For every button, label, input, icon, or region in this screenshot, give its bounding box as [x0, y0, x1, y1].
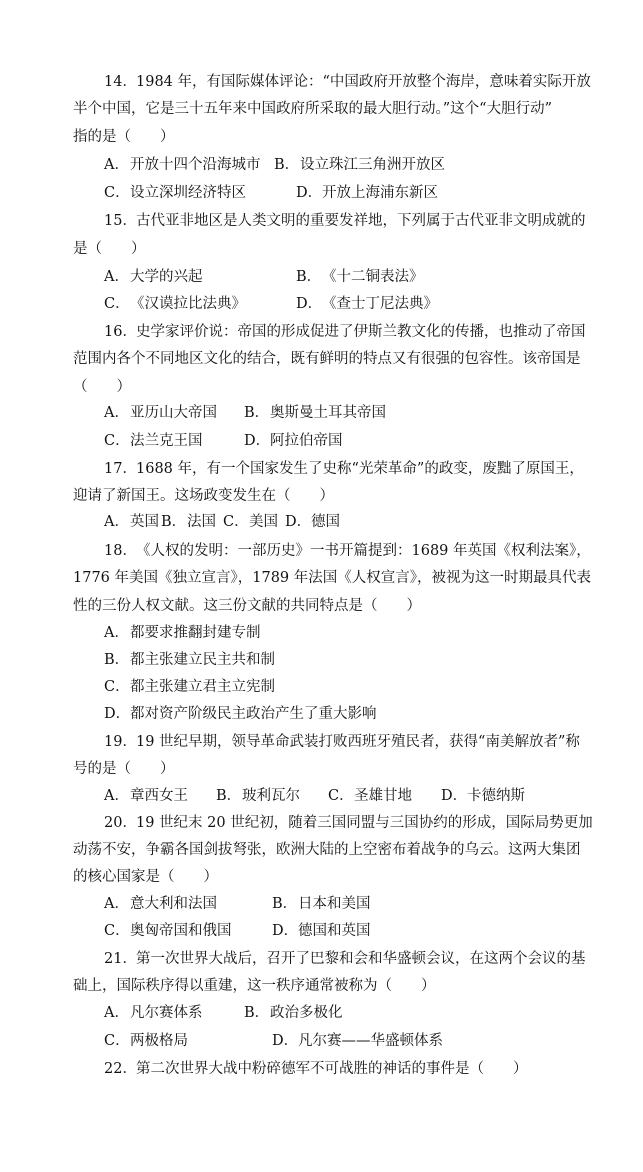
question-stem-line: 半个中国，它是三十五年来中国政府所采取的最大胆行动。”这个“大胆行动” [73, 101, 552, 117]
answer-option[interactable] [216, 787, 300, 805]
option-text: 日本和美国 [298, 896, 371, 912]
question-stem-line: （ ） [73, 379, 131, 395]
option-text: 大学的兴起 [130, 269, 203, 285]
question-stem-line: 古代亚非地区是人类文明的重要发祥地，下列属于古代亚非文明成就的 [136, 213, 586, 229]
option-letter: A． [104, 157, 129, 173]
question-number: 15． [104, 213, 137, 229]
question-stem-line: 础上，国际秩序得以重建，这一秩序通常被称为（ ） [73, 978, 436, 994]
answer-option[interactable] [104, 268, 203, 286]
option-letter: D． [296, 185, 323, 201]
option-text: 法兰克王国 [130, 433, 203, 449]
answer-option[interactable] [296, 295, 438, 313]
answer-option[interactable] [328, 787, 412, 805]
option-letter: A． [104, 1005, 129, 1021]
option-text: 《汉谟拉比法典》 [130, 296, 246, 312]
option-text: 都对资产阶级民主政治产生了重大影响 [130, 706, 377, 722]
option-text: 法国 [187, 514, 216, 530]
answer-option[interactable] [104, 895, 217, 913]
option-text: 德国 [311, 514, 340, 530]
answer-option[interactable] [161, 513, 216, 531]
question-stem-line: 的核心国家是（ ） [73, 869, 218, 885]
question-number: 14． [104, 74, 137, 90]
question-stem-line: 《人权的发明：一部历史》一书开篇提到：1689 年英国《权利法案》， [136, 543, 591, 559]
option-text: 两极格局 [130, 1033, 188, 1049]
option-letter: D． [272, 1033, 299, 1049]
answer-option[interactable] [104, 513, 159, 531]
option-text: 《查士丁尼法典》 [322, 296, 438, 312]
option-text: 凡尔赛体系 [130, 1005, 203, 1021]
option-text: 设立深圳经济特区 [130, 185, 246, 201]
option-letter: C． [104, 679, 130, 695]
option-text: 《十二铜表法》 [322, 269, 424, 285]
question-stem-line: 是（ ） [73, 241, 146, 257]
option-letter: B． [244, 1005, 270, 1021]
option-text: 玻利瓦尔 [242, 788, 300, 804]
answer-option[interactable] [104, 624, 261, 642]
option-letter: A． [104, 269, 129, 285]
option-letter: D． [441, 788, 468, 804]
answer-option[interactable] [104, 1032, 188, 1050]
answer-option[interactable] [274, 156, 445, 174]
question-stem-line: 1688 年，有一个国家发生了史称“光荣革命”的政变，废黜了原国王， [136, 461, 584, 477]
option-text: 都主张建立民主共和制 [130, 652, 275, 668]
answer-option[interactable] [296, 184, 438, 202]
question-stem-line: 指的是（ ） [73, 129, 175, 145]
question-number: 21． [104, 951, 137, 967]
question-stem-line: 19 世纪末 20 世纪初，随着三国同盟与三国协约的形成，国际局势更加 [136, 815, 593, 831]
option-text: 德国和英国 [298, 923, 371, 939]
answer-option[interactable] [104, 678, 275, 696]
question-number: 17． [104, 461, 137, 477]
question-stem-line: 动荡不安，争霸各国剑拔弩张，欧洲大陆的上空密布着战争的乌云。这两大集团 [73, 842, 581, 858]
question-stem-line: 19 世纪早期，领导革命武装打败西班牙殖民者，获得“南美解放者”称 [136, 734, 580, 750]
option-letter: A． [104, 788, 129, 804]
option-text: 奥匈帝国和俄国 [130, 923, 232, 939]
option-letter: D． [272, 923, 299, 939]
question-number: 16． [104, 324, 137, 340]
question-stem-line: 1776 年美国《独立宣言》，1789 年法国《人权宣言》，被视为这一时期最具代表 [73, 570, 592, 586]
option-text: 凡尔赛——华盛顿体系 [298, 1033, 443, 1049]
option-letter: A． [104, 514, 129, 530]
answer-option[interactable] [104, 1004, 203, 1022]
option-text: 意大利和法国 [130, 896, 217, 912]
option-text: 都主张建立君主立宪制 [130, 679, 275, 695]
option-letter: A． [104, 896, 129, 912]
answer-option[interactable] [441, 787, 525, 805]
option-letter: B． [244, 405, 270, 421]
answer-option[interactable] [104, 156, 261, 174]
option-letter: C． [328, 788, 354, 804]
option-letter: B． [161, 514, 187, 530]
answer-option[interactable] [104, 184, 246, 202]
question-stem-line: 1984 年，有国际媒体评论：“中国政府开放整个海岸，意味着实际开放 [136, 74, 591, 90]
answer-option[interactable] [272, 922, 371, 940]
question-number: 22． [104, 1061, 137, 1077]
option-text: 阿拉伯帝国 [270, 433, 343, 449]
option-letter: D． [244, 433, 271, 449]
option-text: 都要求推翻封建专制 [130, 625, 261, 641]
option-letter: A． [104, 405, 129, 421]
option-text: 政治多极化 [270, 1005, 343, 1021]
option-letter: C． [223, 514, 249, 530]
option-letter: C． [104, 923, 130, 939]
question-number: 20． [104, 815, 137, 831]
answer-option[interactable] [244, 432, 343, 450]
answer-option[interactable] [104, 922, 232, 940]
option-letter: B． [296, 269, 322, 285]
question-stem-line: 第一次世界大战后，召开了巴黎和会和华盛顿会议，在这两个会议的基 [136, 951, 586, 967]
answer-option[interactable] [104, 404, 217, 422]
answer-option[interactable] [223, 513, 278, 531]
answer-option[interactable] [104, 787, 188, 805]
question-stem-line: 迎请了新国王。这场政变发生在（ ） [73, 488, 334, 504]
option-text: 开放上海浦东新区 [322, 185, 438, 201]
option-letter: C． [104, 433, 130, 449]
question-stem-line: 号的是（ ） [73, 761, 175, 777]
option-text: 亚历山大帝国 [130, 405, 217, 421]
option-letter: B． [104, 652, 130, 668]
answer-option[interactable] [296, 268, 424, 286]
answer-option[interactable] [104, 432, 203, 450]
question-stem-line: 史学家评价说：帝国的形成促进了伊斯兰教文化的传播，也推动了帝国 [136, 324, 586, 340]
answer-option[interactable] [104, 651, 275, 669]
option-text: 奥斯曼土耳其帝国 [270, 405, 386, 421]
answer-option[interactable] [244, 404, 386, 422]
answer-option[interactable] [272, 1032, 443, 1050]
option-letter: B． [274, 157, 300, 173]
option-letter: C． [104, 296, 130, 312]
answer-option[interactable] [285, 513, 340, 531]
question-number: 18． [104, 543, 137, 559]
answer-option[interactable] [244, 1004, 343, 1022]
option-text: 卡德纳斯 [467, 788, 525, 804]
option-text: 设立珠江三角洲开放区 [300, 157, 445, 173]
option-text: 章西女王 [130, 788, 188, 804]
option-text: 英国 [130, 514, 159, 530]
option-letter: C． [104, 185, 130, 201]
option-letter: D． [104, 706, 131, 722]
question-stem-line: 性的三份人权文献。这三份文献的共同特点是（ ） [73, 598, 421, 614]
option-letter: B． [216, 788, 242, 804]
question-stem-line: 第二次世界大战中粉碎德军不可战胜的神话的事件是（ ） [136, 1061, 528, 1077]
option-letter: A． [104, 625, 129, 641]
question-stem-line: 范围内各个不同地区文化的结合，既有鲜明的特点又有很强的包容性。该帝国是 [73, 351, 581, 367]
option-letter: D． [296, 296, 323, 312]
option-text: 开放十四个沿海城市 [130, 157, 261, 173]
answer-option[interactable] [104, 705, 377, 723]
option-text: 圣雄甘地 [354, 788, 412, 804]
option-letter: D． [285, 514, 312, 530]
option-letter: C． [104, 1033, 130, 1049]
answer-option[interactable] [104, 295, 246, 313]
option-letter: B． [272, 896, 298, 912]
option-text: 美国 [249, 514, 278, 530]
answer-option[interactable] [272, 895, 371, 913]
question-number: 19． [104, 734, 137, 750]
